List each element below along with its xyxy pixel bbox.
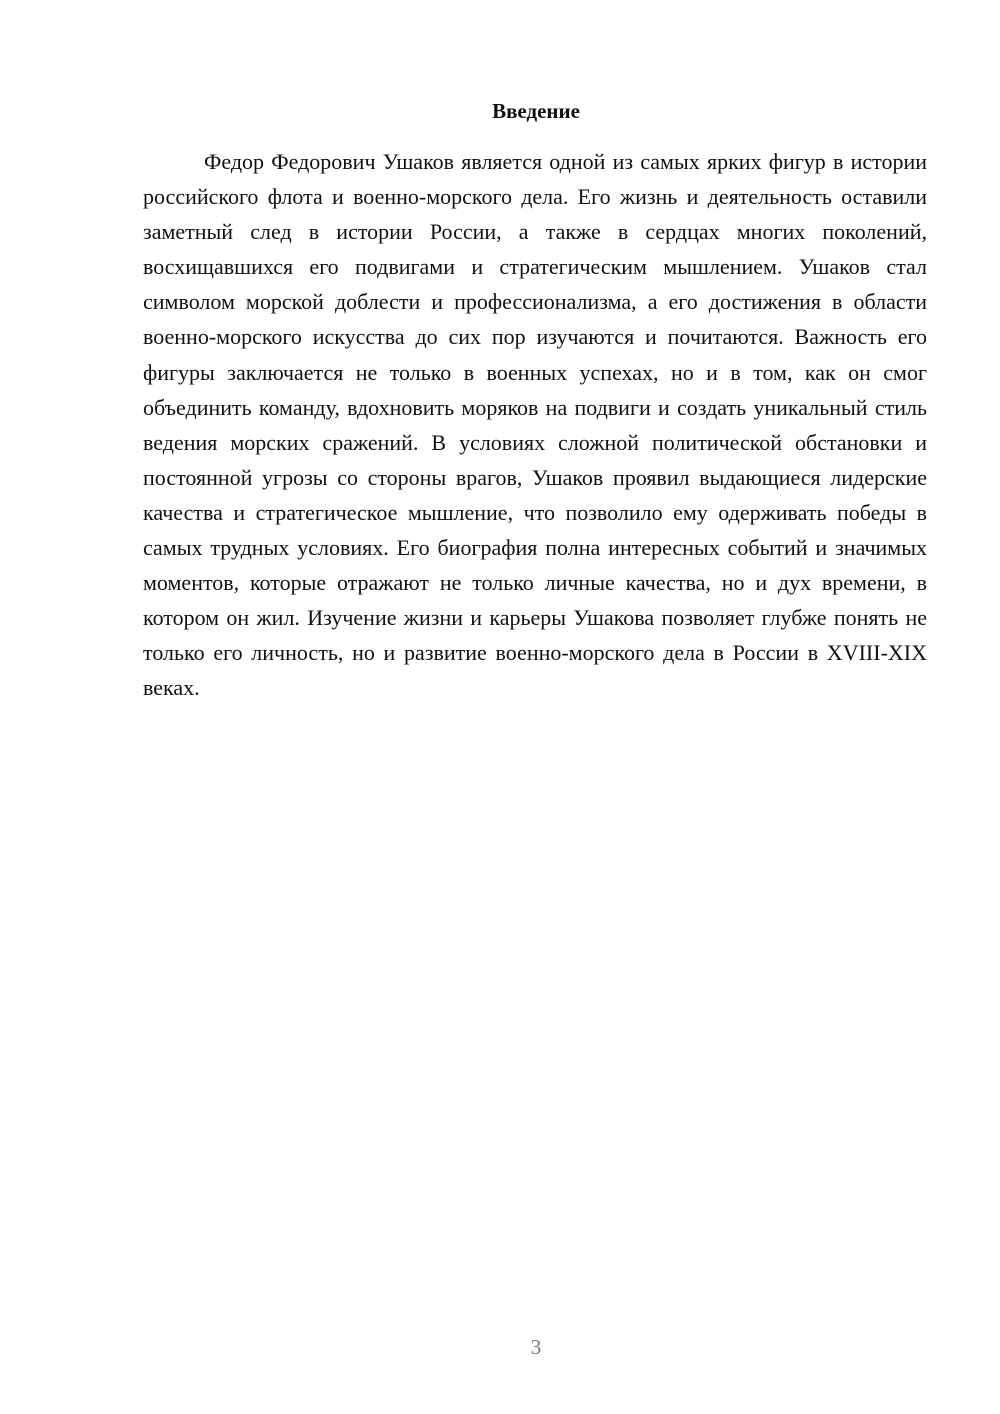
page-number: 3 bbox=[530, 1335, 542, 1359]
section-title: Введение bbox=[492, 99, 580, 123]
intro-paragraph: Федор Федорович Ушаков является одной из самых ярких фигур в истории российского флота и военно-морского дела. Его жизнь и деятельность оставили заметный след в истории России, а также в сердцах многих поколений, восхищавшихся его подвигами и стратегическим мышлением. Ушаков стал символом морской доблести и профессионализма, а его достижения в области военно-морского искусства до сих пор изучаются и почитаются. Важность его фигуры заключается не только в военных успехах, но и в том, как он смог объединить команду, вдохновить моряков на подвиги и создать уникальный стиль ведения морских сражений. В условиях сложной политической обстановки и постоянной угрозы со стороны врагов, Ушаков проявил выдающиеся лидерские качества и стратегическое мышление, что позволило ему одерживать победы в самых трудных условиях. Его биография полна интересных событий и значимых моментов, которые отражают не только личные качества, но и дух времени, в котором он жил. Изучение жизни и карьеры Ушакова позволяет глубже понять не только его личность, но и развитие военно-морского дела в России в XVIII-XIX веках. bbox=[143, 149, 927, 701]
